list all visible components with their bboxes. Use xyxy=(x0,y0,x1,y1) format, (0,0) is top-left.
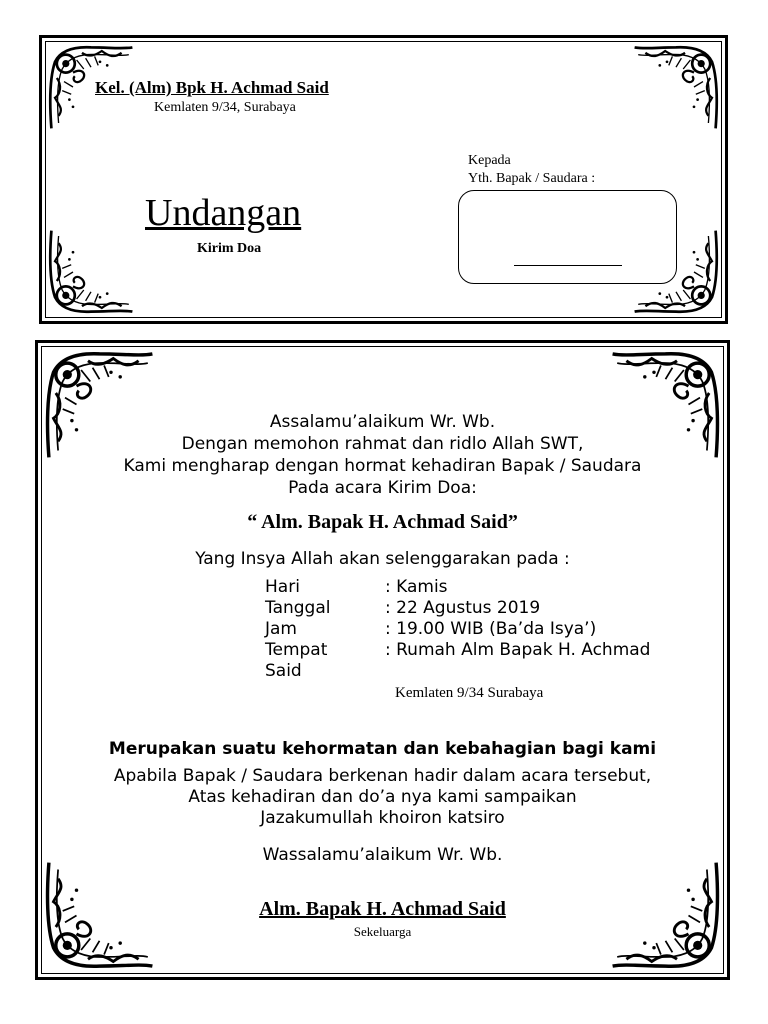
venue-address: Kemlaten 9/34 Surabaya xyxy=(395,685,544,701)
detail-value: : Rumah Alm Bapak H. Achmad xyxy=(385,640,651,660)
detail-label: Hari xyxy=(265,577,300,597)
detail-label: Jam xyxy=(265,619,297,639)
invitation-title: Undangan xyxy=(145,192,302,234)
greeting-line: Kami mengharap dengan hormat kehadiran Bapak / Saudara xyxy=(123,456,642,476)
detail-label: Tanggal xyxy=(265,598,331,618)
detail-value: : Kamis xyxy=(385,577,448,597)
closing-block xyxy=(38,766,727,829)
detail-label: Tempat xyxy=(265,640,328,660)
recipient-address-box xyxy=(458,190,677,284)
signature-name: Alm. Bapak H. Achmad Said xyxy=(259,898,506,920)
closing-bold-line: Merupakan suatu kehormatan dan kebahagian bagi kami xyxy=(108,739,657,759)
honoree-quote: “ Alm. Bapak H. Achmad Said” xyxy=(247,511,518,533)
greeting-line: Assalamu’alaikum Wr. Wb. xyxy=(269,412,496,432)
tempat-continuation: Said xyxy=(265,661,302,681)
farewell: Wassalamu’alaikum Wr. Wb. xyxy=(262,845,503,865)
detail-value: : 19.00 WIB (Ba’da Isya’) xyxy=(385,619,597,639)
envelope-card xyxy=(39,35,728,324)
sender-address: Kemlaten 9/34, Surabaya xyxy=(154,100,296,115)
greeting-line: Pada acara Kirim Doa: xyxy=(288,478,477,498)
floral-corner-icon xyxy=(631,42,721,132)
invitation-subtitle: Kirim Doa xyxy=(197,241,262,256)
recipient-name-line xyxy=(514,265,622,266)
sender-name: Kel. (Alm) Bpk H. Achmad Said xyxy=(95,78,329,97)
greeting-block xyxy=(38,411,727,499)
greeting-line: Dengan memohon rahmat dan ridlo Allah SWT, xyxy=(181,434,584,454)
floral-corner-icon xyxy=(46,227,136,317)
detail-value: : 22 Agustus 2019 xyxy=(385,598,541,618)
closing-line: Jazakumullah khoiron katsiro xyxy=(260,808,505,828)
signature-note: Sekeluarga xyxy=(353,924,412,939)
event-intro: Yang Insya Allah akan selenggarakan pada : xyxy=(195,549,570,569)
recipient-salutation: Yth. Bapak / Saudara : xyxy=(468,171,596,186)
recipient-to-label: Kepada xyxy=(468,153,511,168)
closing-line: Atas kehadiran dan do’a nya kami sampaikan xyxy=(188,787,577,807)
closing-line: Apabila Bapak / Saudara berkenan hadir dalam acara tersebut, xyxy=(113,766,652,786)
letter-card xyxy=(35,340,730,980)
